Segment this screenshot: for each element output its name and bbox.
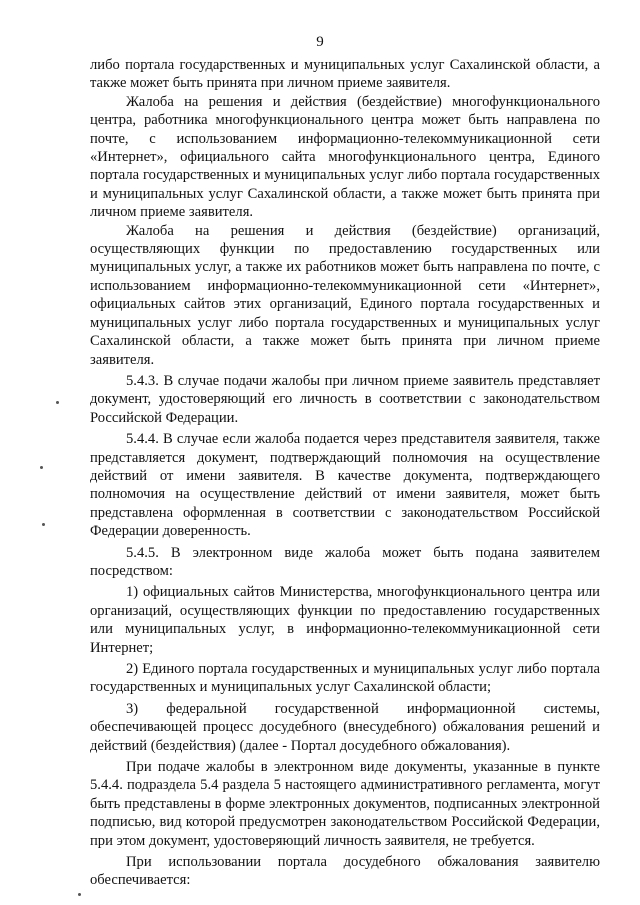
paragraph-5-4-4: 5.4.4. В случае если жалоба подается через представителя заявителя, также представляется документ, подтверждающий полномочия на осуществление действий от имени заявителя. В качестве документа, подтверждающего полномочия на осуществление действий от имени заявителя, может быть представлена оформленная в соответствии с законодательством Российской Федерации доверенность. [90, 431, 600, 540]
scan-speck [78, 893, 81, 896]
paragraph-5-4-3: 5.4.3. В случае подачи жалобы при личном приеме заявитель представляет документ, удостоверяющий его личность в соответствии с законодательством Российской Федерации. [90, 372, 600, 426]
paragraph-electronic-documents: При подаче жалобы в электронном виде документы, указанные в пункте 5.4.4. подраздела 5.4 раздела 5 настоящего административного регламента, могут быть представлены в форме электронных документов, подписанных электронной подписью, вид которой предусмотрен законодательством Российской Федерации, при этом документ, удостоверяющий личность заявителя, не требуется. [90, 759, 600, 849]
list-item-1: 1) официальных сайтов Министерства, многофункционального центра или организаций, осуществляющих функции по предоставлению государственных или муниципальных услуг, в информационно-телекоммуникационной сети Интернет; [90, 584, 600, 656]
list-item-3: 3) федеральной государственной информационной системы, обеспечивающей процесс досудебного (внесудебного) обжалования решений и действий (бездействия) (далее - Портал досудебного обжалования). [90, 700, 600, 754]
paragraph-portal-usage: При использовании портала досудебного обжалования заявителю обеспечивается: [90, 854, 600, 889]
document-body [90, 56, 600, 890]
paragraph-organization-complaint: Жалоба на решения и действия (бездействие) организаций, осуществляющих функции по предоставлению государственных или муниципальных услуг, а также их работников может быть направлена по почте, с использованием информационно-телекоммуникационной сети «Интернет», официальных сайтов этих организаций, Единого портала государственных и муниципальных услуг либо портала государственных и муниципальных услуг Сахалинской области, а также может быть принята при личном приеме заявителя. [90, 222, 600, 368]
scan-speck [42, 523, 45, 526]
scan-speck [56, 401, 59, 404]
list-item-2: 2) Единого портала государственных и муниципальных услуг либо портала государственных и муниципальных услуг Сахалинской области; [90, 661, 600, 696]
scan-speck [40, 466, 43, 469]
paragraph-5-4-5: 5.4.5. В электронном виде жалоба может быть подана заявителем посредством: [90, 544, 600, 579]
page-number: 9 [316, 34, 324, 50]
paragraph-continuation: либо портала государственных и муниципальных услуг Сахалинской области, а также может быть принята при личном приеме заявителя. [90, 57, 600, 92]
paragraph-mfc-complaint: Жалоба на решения и действия (бездействие) многофункционального центра, работника многофункционального центра может быть направлена по почте, с использованием информационно-телекоммуникационной сети «Интернет», официального сайта многофункционального центра, Единого портала государственных и муниципальных услуг либо портала государственных и муниципальных услуг Сахалинской области, а также может быть принята при личном приеме заявителя. [90, 93, 600, 221]
